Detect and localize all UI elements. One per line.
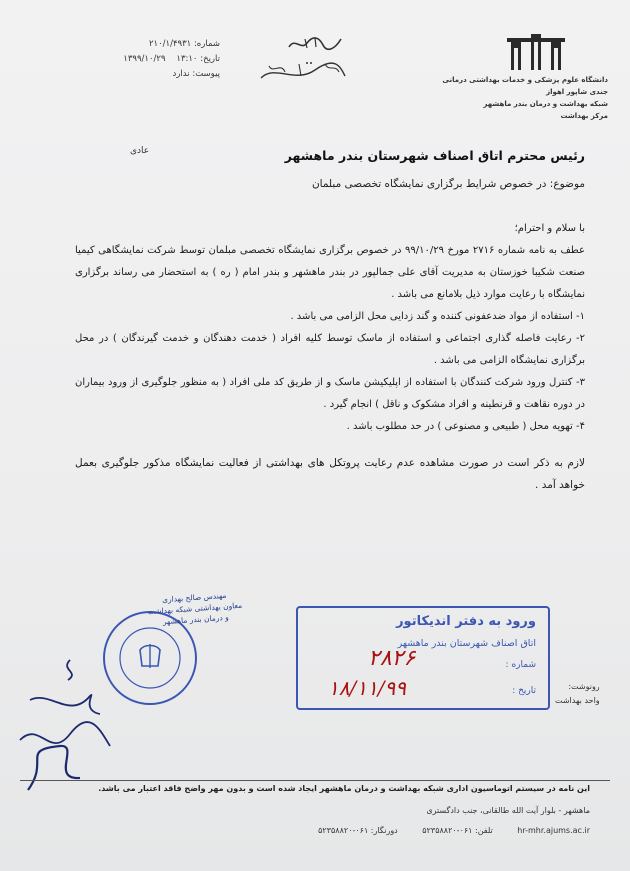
receipt-title: ورود به دفتر اندیکاتور (396, 614, 536, 629)
cc-block (555, 680, 600, 708)
receipt-number-handwritten: ۲۸۲۶ (368, 646, 416, 671)
handwritten-signature (10, 650, 120, 800)
footer-automation-note: این نامه در سیستم اتوماسیون اداری شبکه بهداشت و درمان ماهشهر ایجاد شده است و بدون مهر واضح فاقد اعتبار می باشد. (98, 784, 590, 793)
condition-item: ۱- استفاده از مواد ضدعفونی کننده و گند زدایی محل الزامی می باشد . (290, 311, 585, 322)
cc-label: رونوشت: (568, 682, 600, 691)
receipt-org: اتاق اصناف شهرستان بندر ماهشهر (397, 638, 536, 649)
footer-fax: دورنگار: ۰۶۱-۵۲۳۵۸۸۲۰ (318, 826, 398, 835)
closing-paragraph: لازم به ذکر است در صورت مشاهده عدم رعایت پروتکل های بهداشتی از فعالیت نمایشگاه مذکور جلوگیری بعمل خواهد آمد . (75, 457, 585, 491)
attachment-value: ندارد (172, 69, 190, 79)
org-line: مرکز بهداشت (560, 112, 608, 120)
ministry-logo-icon (505, 30, 567, 74)
subject-line (312, 178, 585, 190)
attachment-row: پیوست: ندارد (172, 69, 220, 79)
footer-website[interactable]: hr-mhr.ajums.ac.ir (517, 826, 590, 835)
footer-contacts (296, 826, 590, 835)
subject-text: در خصوص شرایط برگزاری نمایشگاه تخصصی مبلمان (311, 178, 547, 190)
letter-date: ۱۳۹۹/۱۰/۲۹ (123, 54, 166, 64)
condition-item: ۴- تهویه محل ( طبیعی و مصنوعی ) در حد مطلوب باشد . (346, 421, 585, 432)
intro-paragraph: عطف به نامه شماره ۲۷۱۶ مورخ ۹۹/۱۰/۲۹ در خصوص برگزاری نمایشگاه تخصصی مبلمان توسط شرکت نمایشگاهی کیمیا صنعت شکیبا خوزستان به مدیریت آقای علی جمالپور در بندر ماهشهر و بندر امام ( ره ) به استحضار می رساند برگزاری نمایشگاه با رعایت موارد ذیل بلامانع می باشد . (75, 245, 585, 300)
basmala-calligraphy (285, 33, 345, 53)
year-slogan-badge (255, 58, 350, 86)
signer-block (139, 588, 251, 629)
greeting: با سلام و احترام؛ (514, 223, 585, 234)
receipt-date-label: تاریخ : (512, 686, 536, 696)
signer-unit: و درمان بندر ماهشهر (162, 612, 230, 627)
signer-title: معاون بهداشتی شبکه بهداشت (147, 600, 243, 617)
letter-time: ۱۳:۱۰ (176, 54, 198, 64)
letter-number: ۲۱۰/۱/۴۹۳۱ (148, 39, 192, 49)
org-line: جندی شاپور اهواز (546, 88, 608, 96)
letter-date-row: تاریخ: ۱۳:۱۰ ۱۳۹۹/۱۰/۲۹ (123, 54, 220, 64)
cc-line: واحد بهداشت (555, 696, 600, 705)
org-line: دانشگاه علوم پزشکی و خدمات بهداشتی درمانی (442, 76, 608, 84)
classification-label: عادی (130, 146, 150, 156)
footer-phone: تلفن: ۰۶۱-۵۲۳۵۸۸۲۰ (422, 826, 493, 835)
footer-divider (20, 780, 610, 781)
receipt-stamp (296, 606, 550, 710)
signer-name: مهندس صالح بهداری (161, 590, 227, 605)
condition-item: ۲- رعایت فاصله گذاری اجتماعی و استفاده از ماسک توسط کلیه افراد ( خدمت دهندگان و خدمت گیرندگان ) در محل برگزاری نمایشگاه الزامی می باشد . (75, 333, 585, 366)
subject-label: موضوع: (549, 178, 585, 190)
footer-address: ماهشهر - بلوار آیت الله طالقانی، جنب دادگستری (426, 806, 590, 815)
recipient-title: رئیس محترم اتاق اصناف شهرستان بندر ماهشهر (284, 148, 585, 163)
letter-number-row: شماره: ۲۱۰/۱/۴۹۳۱ (148, 39, 220, 49)
organization-header (408, 74, 608, 122)
condition-item: ۳- کنترل ورود شرکت کنندگان با استفاده از اپلیکیشن ماسک و از طریق کد ملی افراد ( به منظور جلوگیری از ورود بیماران در دوره نقاهت و قرنطینه و افراد مشکوک و ناقل ) انجام گیرد . (75, 377, 585, 410)
receipt-date-handwritten: ۱۸/۱۱/۹۹ (328, 676, 406, 700)
letter-body (75, 218, 585, 496)
org-line: شبکه بهداشت و درمان بندر ماهشهر (483, 100, 608, 108)
receipt-number-label: شماره : (505, 660, 536, 670)
reference-block (70, 37, 220, 82)
